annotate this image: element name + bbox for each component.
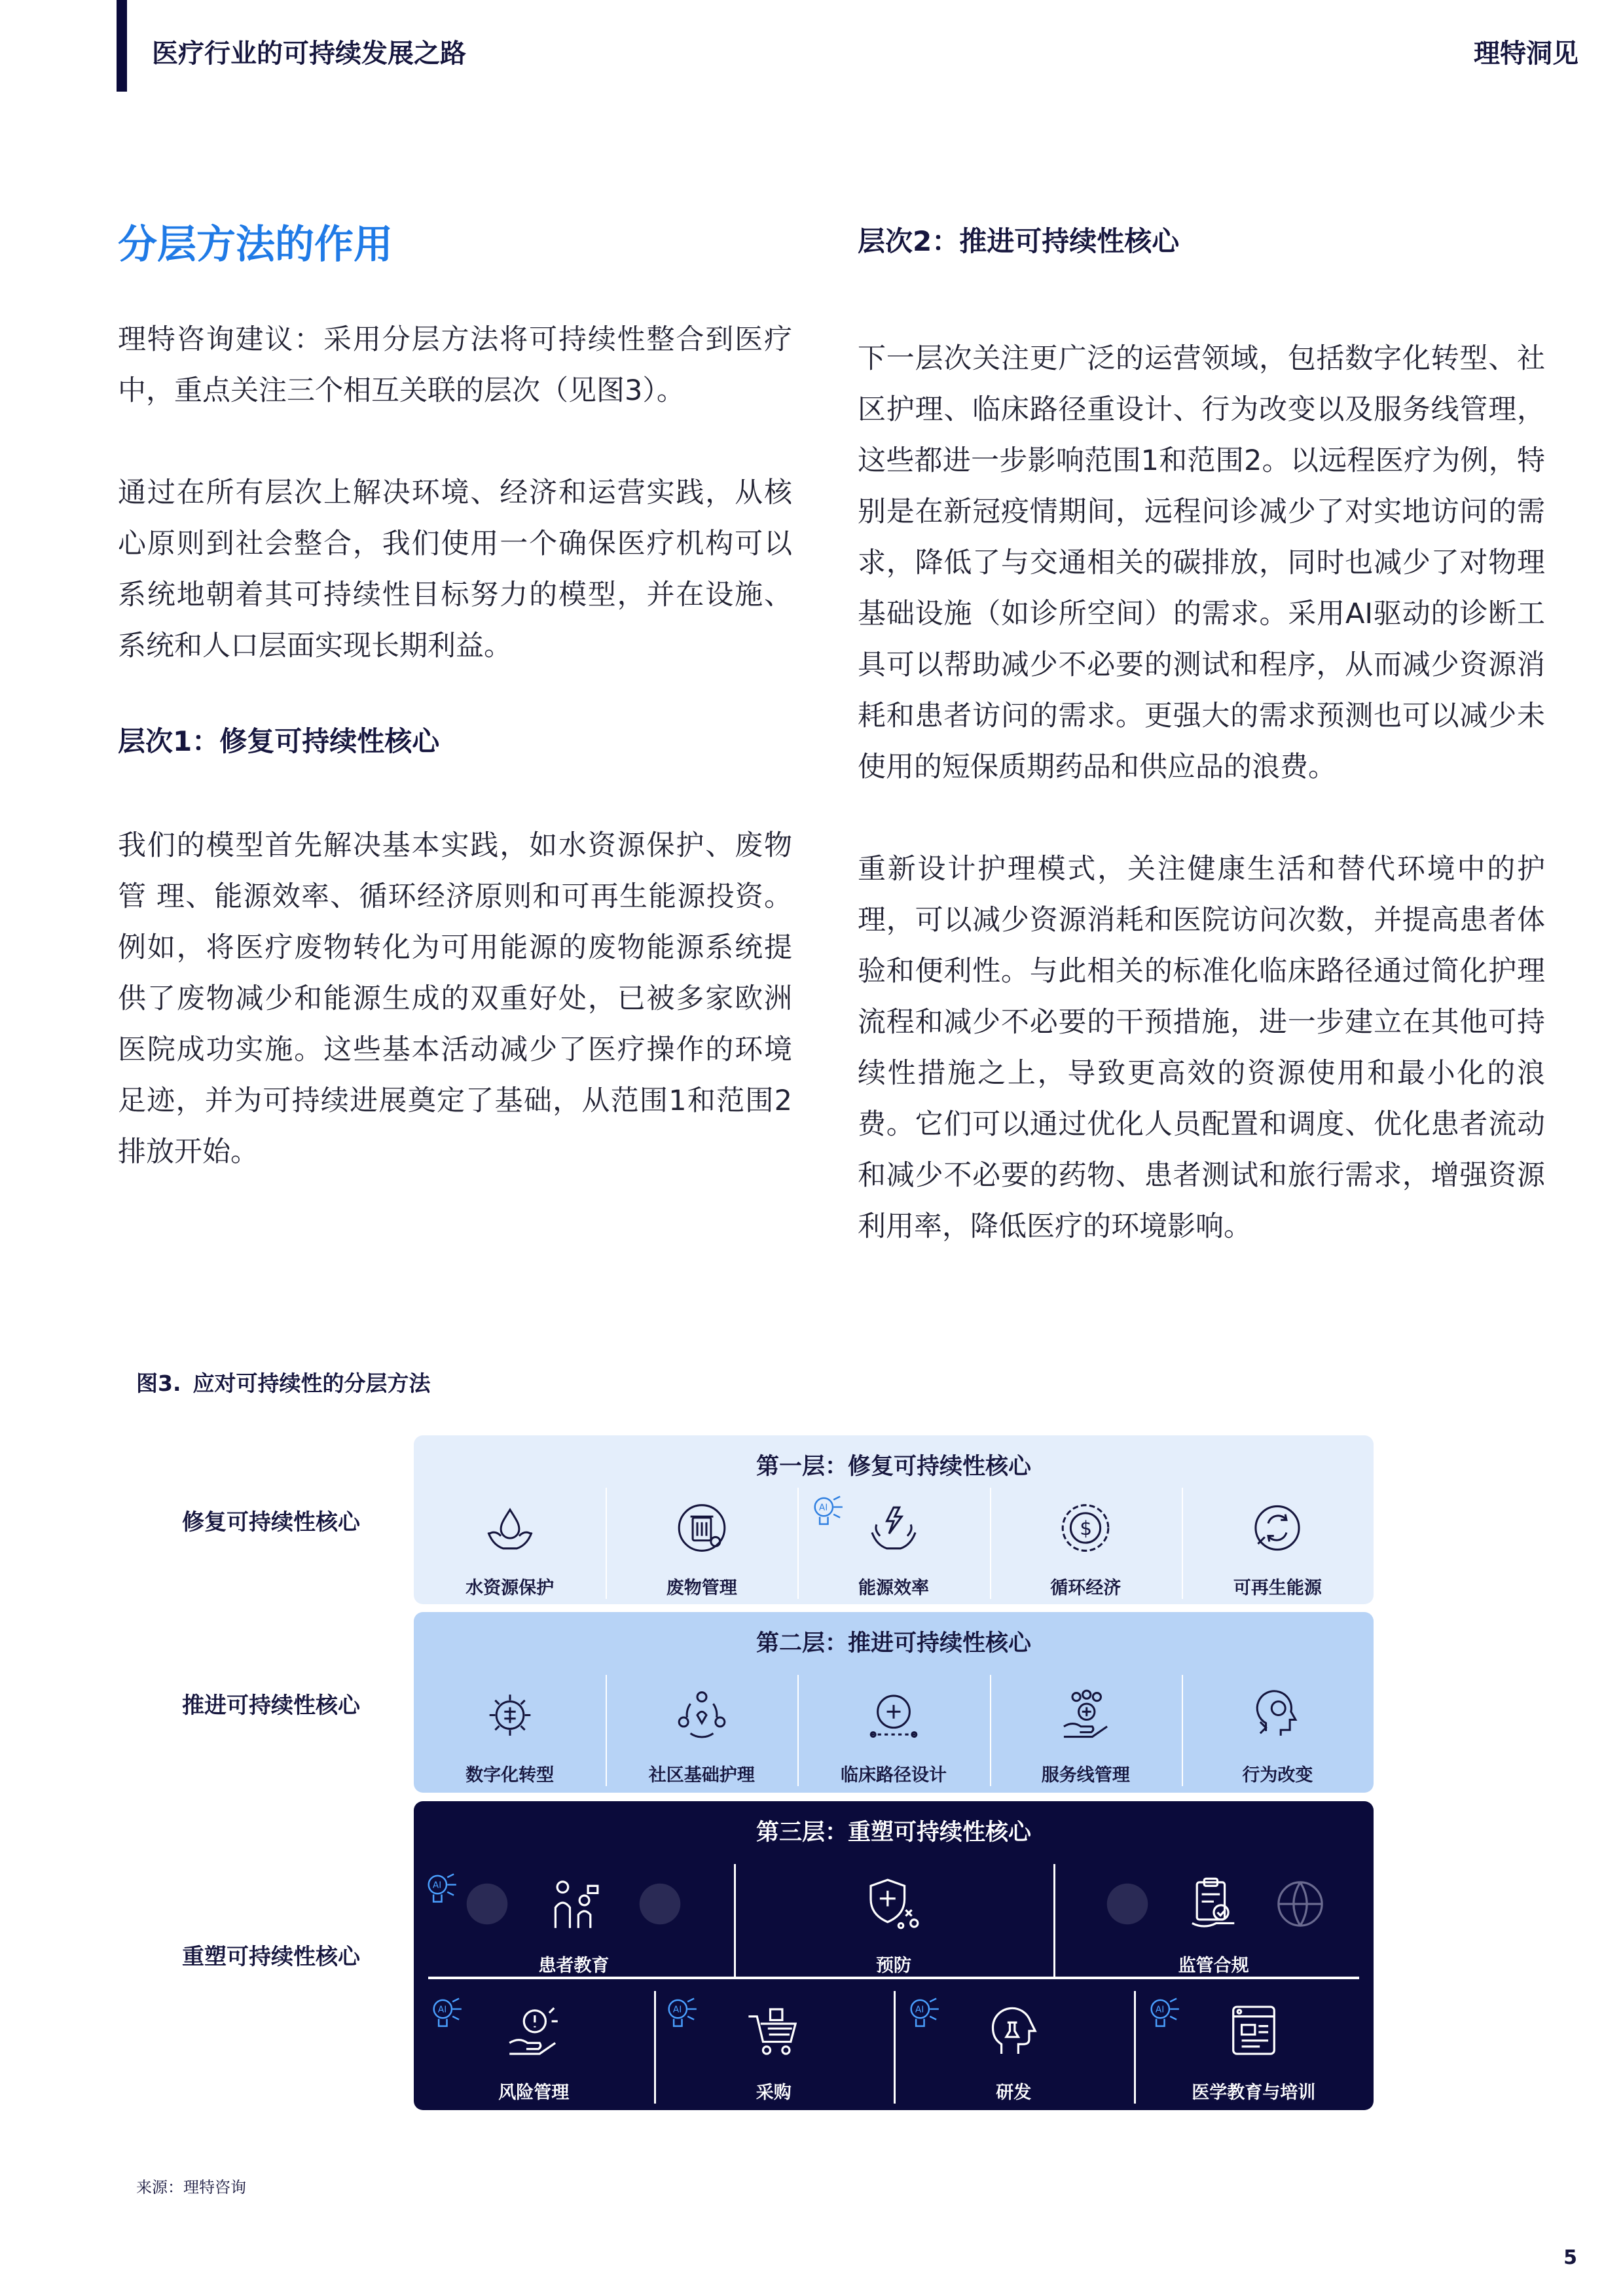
ai-chip-icon	[428, 1994, 469, 2034]
figure-number: 图3.	[136, 1371, 181, 1396]
layer3-item	[894, 1991, 1134, 2104]
figure-source: 来源：理特咨询	[136, 2178, 246, 2197]
layer1-item-label: 循环经济	[1050, 1578, 1122, 1598]
behavior-change-icon	[1247, 1687, 1307, 1744]
figure-caption	[136, 1367, 431, 1397]
layer2-item-label: 数字化转型	[465, 1765, 555, 1785]
layer3-item-label: 预防	[876, 1956, 911, 1976]
section-heading: 分层方法的作用	[118, 222, 393, 268]
svg-text:AI: AI	[437, 2004, 447, 2015]
layer2-item	[414, 1675, 606, 1786]
svg-text:AI: AI	[819, 1502, 828, 1513]
right-column	[858, 209, 1545, 1303]
procurement-cart-icon	[744, 2001, 804, 2061]
svg-text:AI: AI	[915, 2004, 924, 2015]
left-column	[118, 209, 792, 1229]
layer1-item-label: 废物管理	[666, 1578, 737, 1598]
compliance-clipboard-icon	[1184, 1874, 1244, 1934]
paragraph: 重新设计护理模式，关注健康生活和替代环境中的护理，可以减少资源消耗和医院访问次数，并提高患者体验和便利性。与此相关的标准化临床路径通过简化护理流程和减少不必要的干预措施，进一步建立在其他可持续性措施之上，导致更高效的资源使用和最小化的浪费。它们可以通过优化人员配置和调度、优化患者流动和减少不必要的药物、患者测试和旅行需求，增强资源利用率，降低医疗的环境影响。	[858, 852, 1545, 1243]
paragraph: 通过在所有层次上解决环境、经济和运营实践，从核心原则到社会整合，我们使用一个确保医疗机构可以系统地朝着其可持续性目标努力的模型，并在设施、系统和人口层面实现长期利益。	[118, 476, 792, 662]
research-head-icon	[983, 2001, 1044, 2061]
gear-silhouette-icon	[457, 1874, 517, 1934]
layer1-item	[797, 1488, 989, 1599]
ai-chip-icon	[423, 1869, 464, 1910]
gear-silhouette-icon	[1097, 1874, 1158, 1934]
subheading-layer1: 层次1：修复可持续性核心	[118, 725, 440, 757]
layer1-item	[1182, 1488, 1374, 1599]
energy-hands-icon	[864, 1499, 924, 1556]
layer3-item	[1053, 1864, 1374, 1977]
layer2-item	[1182, 1675, 1374, 1786]
header-brand: 理特洞见	[1474, 39, 1578, 69]
ai-chip-icon	[663, 1994, 704, 2034]
digital-gear-icon	[480, 1687, 540, 1744]
layer2-item-label: 服务线管理	[1041, 1765, 1130, 1785]
row-label: 推进可持续性核心	[182, 1693, 360, 1719]
layer1-item-label: 可再生能源	[1233, 1578, 1322, 1598]
patient-education-icon	[543, 1874, 604, 1934]
layer3-item	[414, 1864, 734, 1977]
layer3-item	[654, 1991, 894, 2104]
layer1-item	[414, 1488, 606, 1599]
svg-text:AI: AI	[1155, 2004, 1164, 2015]
waste-bin-icon	[672, 1499, 732, 1556]
layer3-panel	[414, 1801, 1374, 2110]
layer2-title: 第二层：推进可持续性核心	[756, 1630, 1031, 1657]
ai-chip-icon	[809, 1492, 850, 1532]
gear-silhouette-icon	[630, 1874, 690, 1934]
risk-management-icon	[503, 2001, 564, 2061]
header-title: 医疗行业的可持续发展之路	[152, 39, 466, 69]
layer3-item-label: 风险管理	[498, 2083, 570, 2103]
layer3-divider	[428, 1977, 1359, 1979]
layer3-item-label: 医学教育与培训	[1192, 2083, 1316, 2103]
layer3-title: 第三层：重塑可持续性核心	[756, 1820, 1031, 1846]
header-accent-bar	[117, 0, 127, 92]
layer1-panel	[414, 1435, 1374, 1604]
layer2-panel	[414, 1612, 1374, 1793]
layer3-item	[734, 1864, 1054, 1977]
layer1-item	[990, 1488, 1182, 1599]
layer2-item	[797, 1675, 989, 1786]
layer3-item	[1134, 1991, 1374, 2104]
ai-chip-icon	[905, 1994, 946, 2034]
water-drop-hands-icon	[480, 1499, 540, 1556]
layer3-item-label: 采购	[756, 2083, 792, 2103]
svg-text:AI: AI	[672, 2004, 682, 2015]
layer1-item-label: 能源效率	[858, 1578, 929, 1598]
subheading-layer2: 层次2：推进可持续性核心	[858, 225, 1180, 257]
layer1-title: 第一层：修复可持续性核心	[756, 1454, 1031, 1480]
row-label: 修复可持续性核心	[182, 1509, 360, 1535]
layer3-item-label: 研发	[996, 2083, 1032, 2103]
figure-title: 应对可持续性的分层方法	[192, 1371, 431, 1396]
layer2-item	[606, 1675, 797, 1786]
paragraph: 我们的模型首先解决基本实践，如水资源保护、废物管 理、能源效率、循环经济原则和可再生能源投资。例如，将医疗废物转化为可用能源的废物能源系统提供了废物减少和能源生成的双重好处，已被多家欧洲医院成功实施。这些基本活动减少了医疗操作的环境足迹，并为可持续进展奠定了基础，从范围1和范围2排放开始。	[118, 829, 792, 1168]
layer2-item-label: 临床路径设计	[841, 1765, 947, 1785]
prevention-shield-icon	[864, 1874, 924, 1934]
layer3-item	[414, 1991, 654, 2104]
layer2-item-label: 社区基础护理	[648, 1765, 755, 1785]
svg-text:AI: AI	[432, 1880, 442, 1891]
svg-text:$: $	[1080, 1516, 1093, 1539]
renewable-energy-icon	[1247, 1499, 1307, 1556]
row-label: 重塑可持续性核心	[182, 1944, 360, 1970]
clinical-pathway-icon	[864, 1687, 924, 1744]
service-line-icon	[1055, 1687, 1116, 1744]
paragraph: 下一层次关注更广泛的运营领域，包括数字化转型、社区护理、临床路径重设计、行为改变以及服务线管理，这些都进一步影响范围1和范围2。以远程医疗为例，特别是在新冠疫情期间，远程问诊减少了对实地访问的需求，降低了与交通相关的碳排放，同时也减少了对物理基础设施（如诊所空间）的需求。采用AI驱动的诊断工具可以帮助减少不必要的测试和程序，从而减少资源消耗和患者访问的需求。更强大的需求预测也可以减少未使用的短保质期药品和供应品的浪费。	[858, 342, 1545, 783]
paragraph: 理特咨询建议：采用分层方法将可持续性整合到医疗中，重点关注三个相互关联的层次（见图3）。	[118, 323, 792, 407]
circular-economy-icon	[1055, 1499, 1116, 1556]
layer3-item-label: 监管合规	[1178, 1956, 1249, 1976]
layer1-item	[606, 1488, 797, 1599]
ai-chip-icon	[1146, 1994, 1186, 2034]
layer1-item-label: 水资源保护	[465, 1578, 555, 1598]
globe-icon	[1270, 1874, 1330, 1934]
page-number: 5	[1563, 2246, 1577, 2269]
layer2-item-label: 行为改变	[1242, 1765, 1313, 1785]
layer2-item	[990, 1675, 1182, 1786]
layer3-item-label: 患者教育	[538, 1956, 610, 1976]
medical-training-icon	[1224, 2001, 1284, 2061]
community-care-icon	[672, 1687, 732, 1744]
